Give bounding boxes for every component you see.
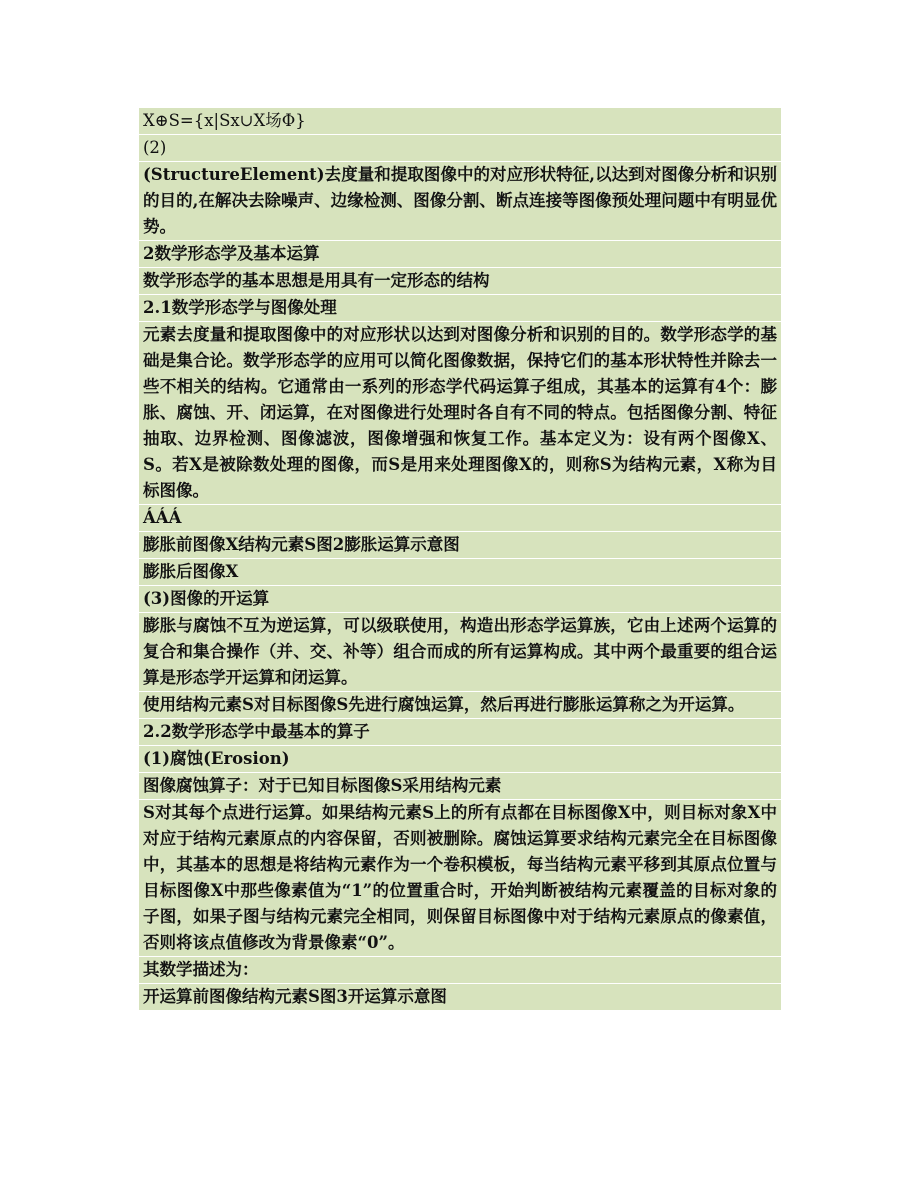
paragraph-basic-idea: 数学形态学的基本思想是用具有一定形态的结构 bbox=[139, 268, 781, 295]
figure-caption-2: 膨胀前图像X结构元素S图2膨胀运算示意图 bbox=[139, 532, 781, 559]
paragraph-erosion-operator: 图像腐蚀算子：对于已知目标图像S采用结构元素 bbox=[139, 773, 781, 800]
paragraph-dilation-erosion: 膨胀与腐蚀不互为逆运算，可以级联使用，构造出形态学运算族，它由上述两个运算的复合和集合操作（并、交、补等）组合而成的所有运算构成。其中两个最重要的组合运算是形态学开运算和闭运算。 bbox=[139, 613, 781, 692]
figure-caption-3: 开运算前图像结构元素S图3开运算示意图 bbox=[139, 984, 781, 1011]
paragraph-opening-definition: 使用结构元素S对目标图像S先进行腐蚀运算，然后再进行膨胀运算称之为开运算。 bbox=[139, 692, 781, 719]
figure-label-after-dilation: 膨胀后图像X bbox=[139, 559, 781, 586]
paragraph-morphology-intro: 元素去度量和提取图像中的对应形状以达到对图像分析和识别的目的。数学形态学的基础是集合论。数学形态学的应用可以简化图像数据，保持它们的基本形状特性并除去一些不相关的结构。它通常由一系列的形态学代码运算子组成，其基本的运算有4个：膨胀、腐蚀、开、闭运算，在对图像进行处理时各自有不同的特点。包括图像分割、特征抽取、边界检测、图像滤波，图像增强和恢复工作。基本定义为：设有两个图像X、S。若X是被除数处理的图像，而S是用来处理图像X的，则称S为结构元素，X称为目标图像。 bbox=[139, 322, 781, 505]
paragraph-math-description: 其数学描述为： bbox=[139, 957, 781, 984]
paragraph-erosion-description: S对其每个点进行运算。如果结构元素S上的所有点都在目标图像X中，则目标对象X中对应于结构元素原点的内容保留，否则被删除。腐蚀运算要求结构元素完全在目标图像中，其基本的思想是将结构元素作为一个卷积模板，每当结构元素平移到其原点位置与目标图像X中那些像素值为“1”的位置重合时，开始判断被结构元素覆盖的目标对象的子图，如果子图与结构元素完全相同，则保留目标图像中对于结构元素原点的像素值，否则将该点值修改为背景像素“0”。 bbox=[139, 800, 781, 957]
section-heading-2: 2数学形态学及基本运算 bbox=[139, 241, 781, 268]
subheading-opening: (3)图像的开运算 bbox=[139, 586, 781, 613]
paragraph-structure-element: (StructureElement)去度量和提取图像中的对应形状特征,以达到对图像分析和识别的目的,在解决去除噪声、边缘检测、图像分割、断点连接等图像预处理问题中有明显优势。 bbox=[139, 162, 781, 241]
document-body bbox=[139, 108, 781, 1011]
garbled-text: ÁÁÁ bbox=[139, 505, 781, 532]
section-heading-2-2: 2.2数学形态学中最基本的算子 bbox=[139, 719, 781, 746]
subheading-erosion: (1)腐蚀(Erosion) bbox=[139, 746, 781, 773]
formula-label: (2) bbox=[139, 135, 781, 162]
section-heading-2-1: 2.1数学形态学与图像处理 bbox=[139, 295, 781, 322]
formula-dilation: X⊕S={x|Sx∪X场Φ} bbox=[139, 108, 781, 135]
